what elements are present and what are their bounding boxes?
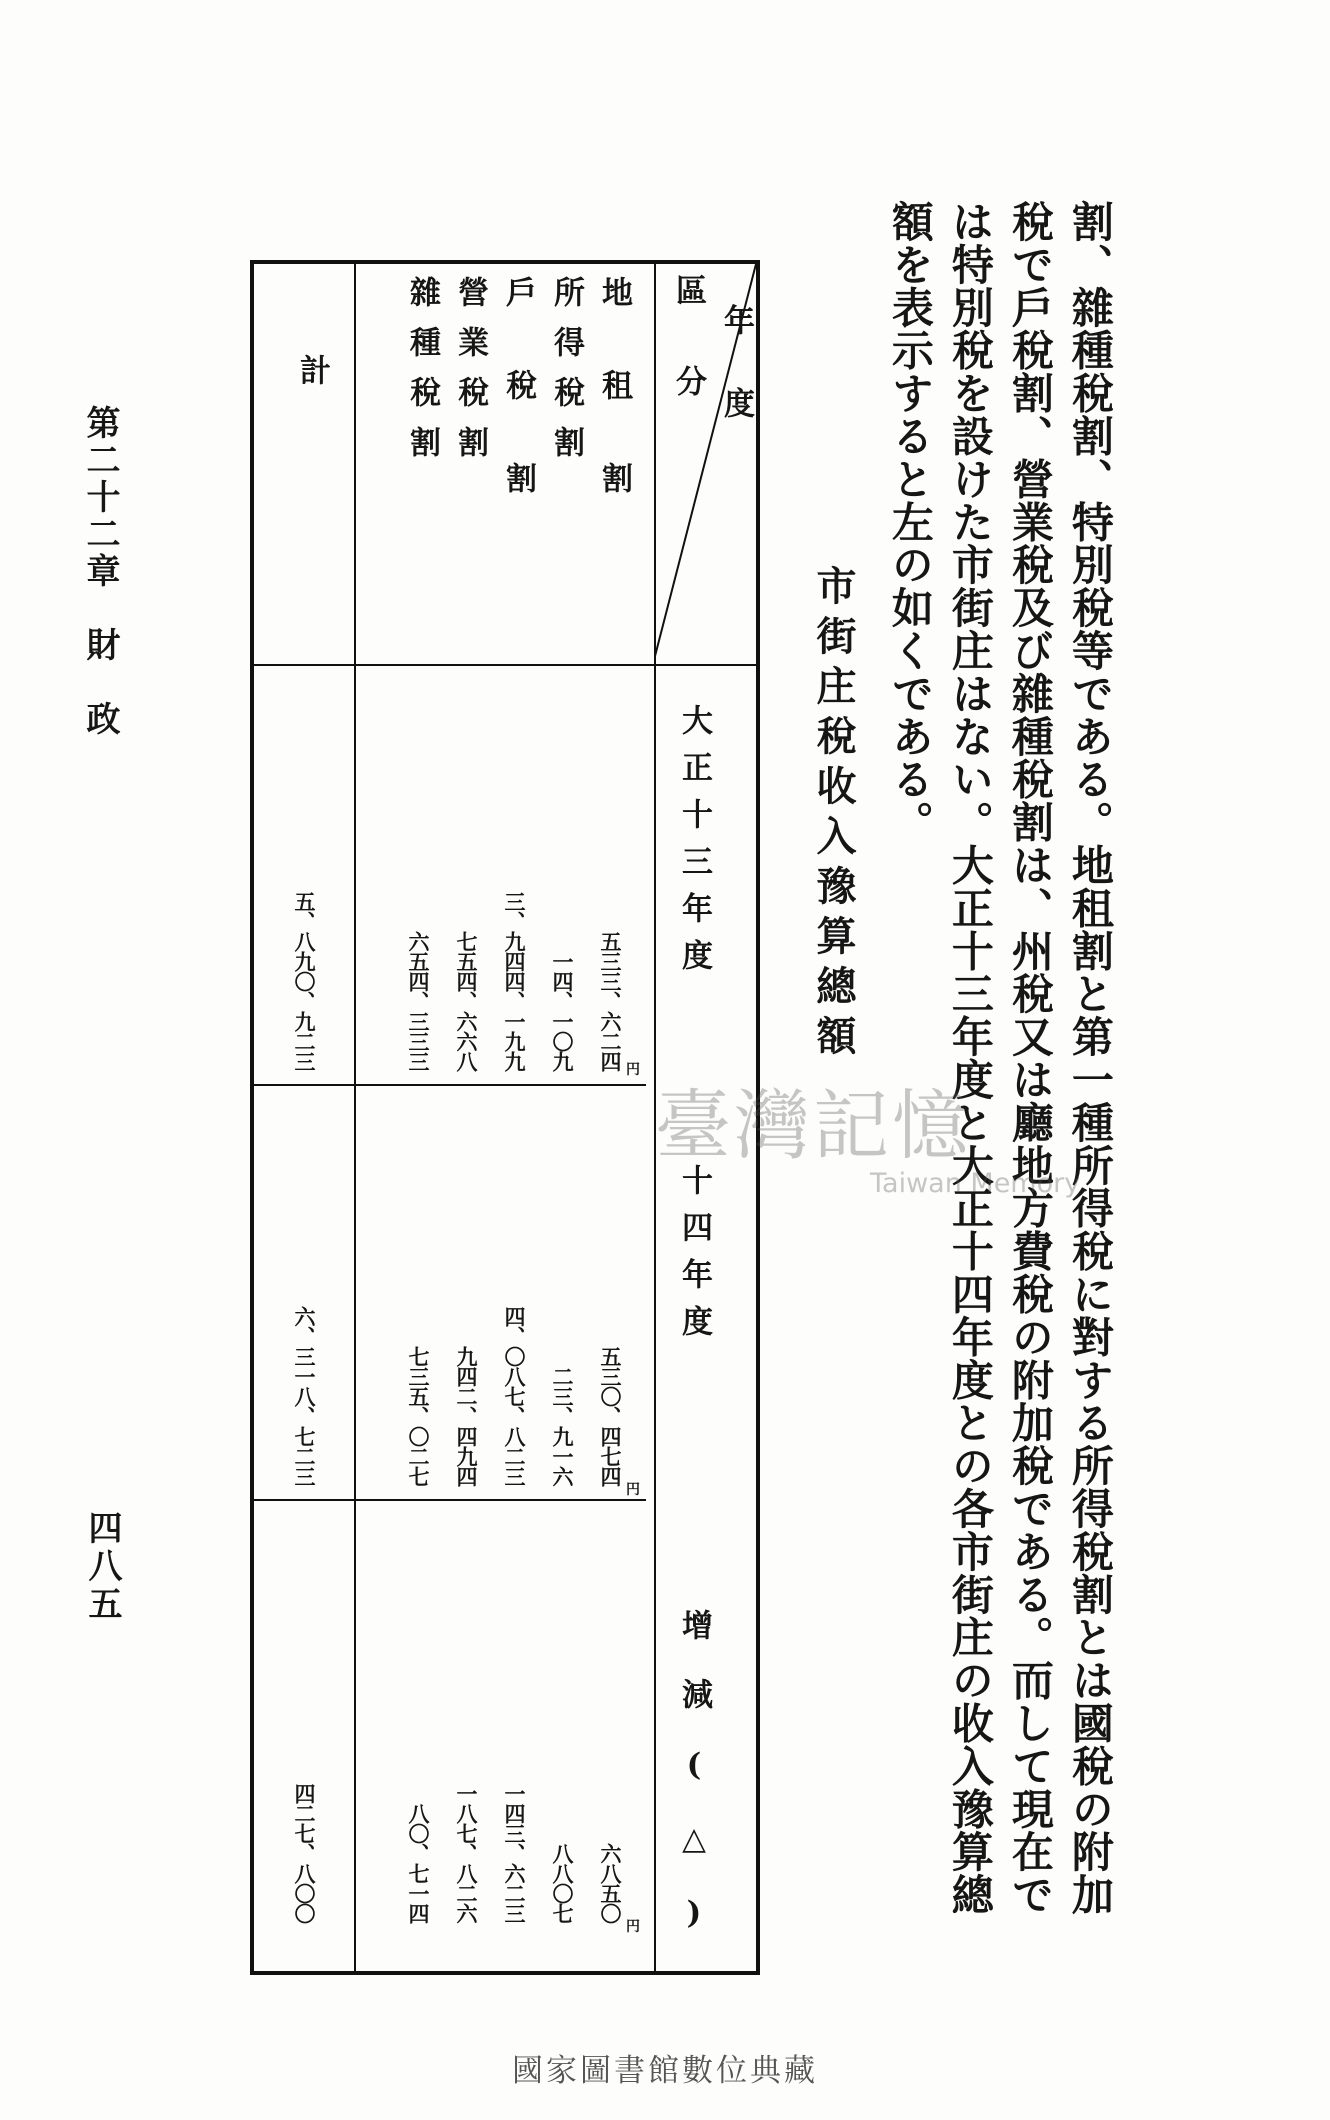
row-label-income-tax: 所得稅割 bbox=[548, 276, 584, 476]
value-change-total: 四二七、八〇〇 bbox=[292, 1783, 317, 1923]
header-year-13: 大正十三年度 bbox=[676, 704, 712, 986]
value-13-total: 五、八九〇、九二三 bbox=[292, 891, 317, 1071]
body-text-line-3: は特別稅を設けた市街庄はない。大正十三年度と大正十四年度との各市街庄の收入豫算總 bbox=[945, 200, 995, 1916]
header-year-14: 十四年度 bbox=[676, 1164, 712, 1352]
row-label-land-tax: 地租割 bbox=[596, 276, 632, 555]
value-change-business-tax: 一八七、八二六 bbox=[454, 1783, 479, 1923]
yen-mark-14: 円 bbox=[626, 1482, 640, 1498]
value-13-household-tax: 三、九四四、一九九 bbox=[502, 891, 527, 1071]
header-change: 增減(△) bbox=[676, 1609, 712, 1969]
corner-label-year: 年度 bbox=[718, 304, 754, 470]
watermark-subtitle: Taiwan Memory bbox=[870, 1168, 1081, 1199]
value-change-household-tax: 一四三、六二三 bbox=[502, 1783, 527, 1923]
value-13-income-tax: 一四、一〇九 bbox=[550, 951, 575, 1071]
value-14-business-tax: 九四二、四九四 bbox=[454, 1346, 479, 1486]
value-13-business-tax: 七五四、六六八 bbox=[454, 931, 479, 1071]
watermark-title: 臺灣記憶 bbox=[655, 1081, 971, 1170]
running-head: 第二十二章 財 政 bbox=[80, 405, 120, 738]
corner-label-category: 區分 bbox=[670, 274, 706, 456]
row-label-household-tax: 戶稅割 bbox=[500, 276, 536, 555]
page-number: 四八五 bbox=[82, 1510, 122, 1624]
value-change-misc-tax: 八〇、七一四 bbox=[406, 1803, 431, 1923]
value-14-misc-tax: 七三五、〇二七 bbox=[406, 1346, 431, 1486]
body-text-line-1: 割、雜種稅割、特別稅等である。地租割と第一種所得稅に對する所得稅割とは國稅の附加 bbox=[1065, 200, 1115, 1916]
value-14-household-tax: 四、〇八七、八二三 bbox=[502, 1306, 527, 1486]
table-title: 市街庄稅收入豫算總額 bbox=[810, 565, 857, 1065]
row-label-misc-tax: 雜種稅割 bbox=[404, 276, 440, 476]
value-14-total: 六、三一八、七二三 bbox=[292, 1306, 317, 1486]
row-label-business-tax: 營業稅割 bbox=[452, 276, 488, 476]
body-text-line-4: 額を表示すると左の如くである。 bbox=[885, 200, 935, 844]
value-change-land-tax: 六八五〇 bbox=[598, 1843, 623, 1923]
value-14-income-tax: 二三、九一六 bbox=[550, 1366, 575, 1486]
value-14-land-tax: 五三〇、四七四 bbox=[598, 1346, 623, 1486]
yen-mark-13: 円 bbox=[626, 1062, 640, 1078]
value-change-income-tax: 八八〇七 bbox=[550, 1843, 575, 1923]
revenue-table bbox=[250, 260, 760, 1975]
footer-credit: 國家圖書館數位典藏 bbox=[512, 2053, 818, 2089]
row-label-total: 計 bbox=[294, 354, 330, 385]
value-13-land-tax: 五三三、六二四 bbox=[598, 931, 623, 1071]
yen-mark-change: 円 bbox=[626, 1919, 640, 1935]
body-text-line-2: 稅で戶稅割、營業稅及び雜種稅割は、州稅又は廳地方費稅の附加稅である。而して現在で bbox=[1005, 200, 1055, 1916]
value-13-misc-tax: 六五四、三三三 bbox=[406, 931, 431, 1071]
